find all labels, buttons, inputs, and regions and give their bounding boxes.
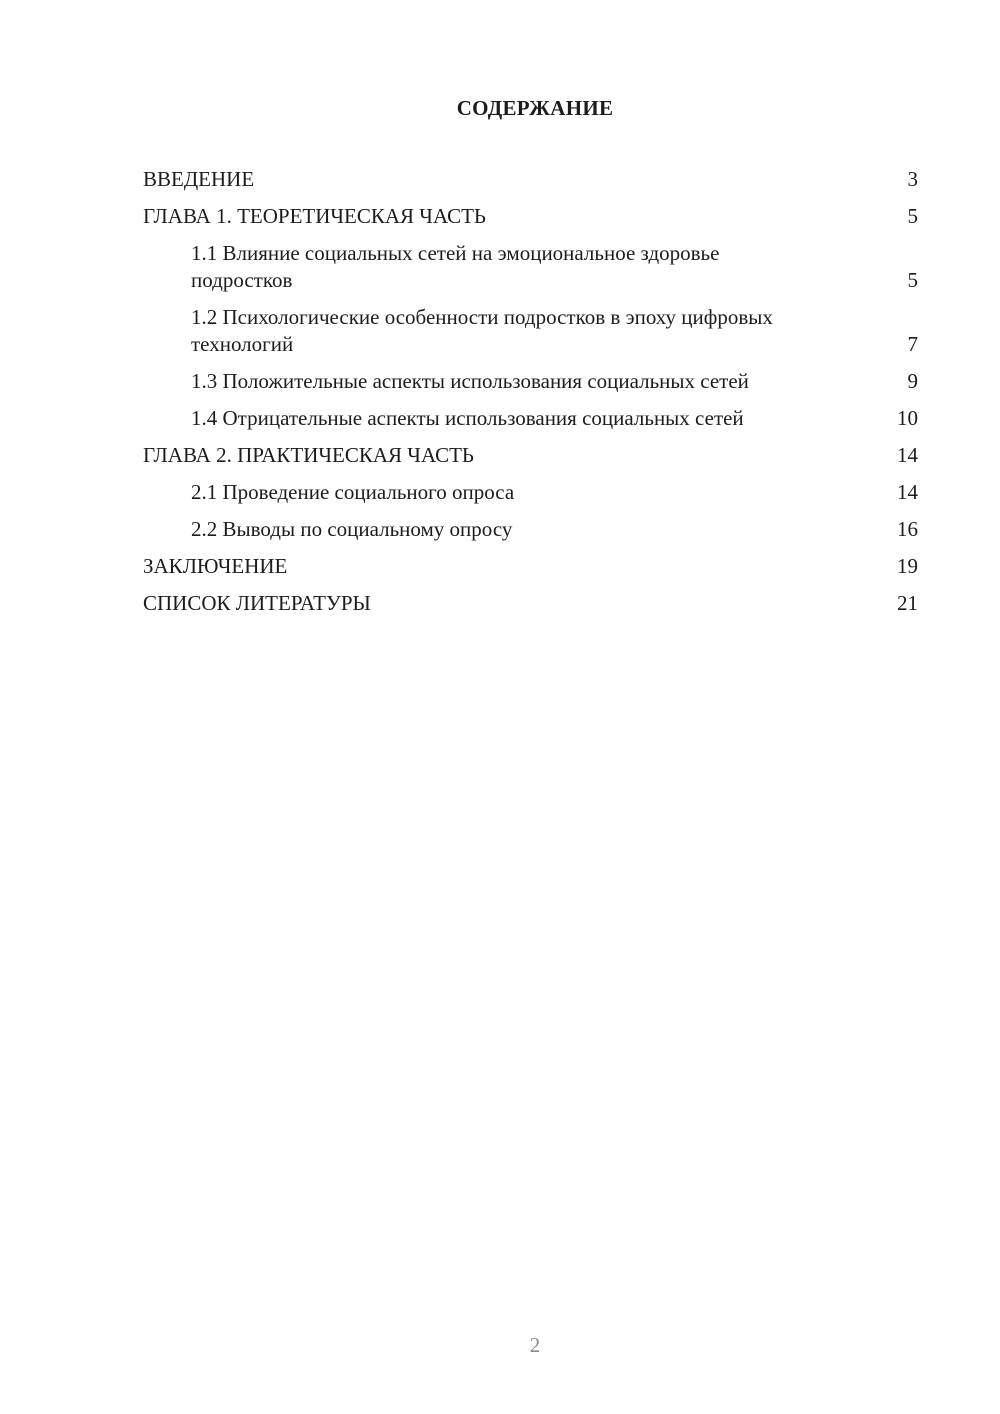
table-of-contents — [143, 166, 918, 627]
toc-entry-references[interactable] — [143, 590, 918, 617]
page-title: СОДЕРЖАНИЕ — [456, 96, 614, 120]
page-number: 2 — [529, 1333, 541, 1357]
toc-entry-page: 16 — [897, 517, 918, 541]
toc-entry-title: 1.3 Положительные аспекты использования социальных сетей — [191, 369, 749, 393]
toc-entry-page: 14 — [897, 443, 918, 467]
toc-entry-section-1-2[interactable] — [143, 304, 918, 358]
toc-entry-page: 21 — [897, 591, 918, 615]
toc-entry-section-1-3[interactable] — [143, 368, 918, 395]
toc-entry-page: 5 — [907, 268, 918, 292]
toc-entry-page: 7 — [907, 332, 918, 356]
toc-entry-title: ГЛАВА 2. ПРАКТИЧЕСКАЯ ЧАСТЬ — [143, 443, 474, 467]
toc-entry-page: 14 — [897, 480, 918, 504]
toc-entry-section-2-1[interactable] — [143, 479, 918, 506]
toc-entry-section-1-1[interactable] — [143, 240, 918, 294]
toc-entry-title: 2.1 Проведение социального опроса — [191, 480, 515, 504]
toc-entry-page: 19 — [897, 554, 918, 578]
toc-entry-page: 5 — [907, 204, 918, 228]
toc-entry-section-1-4[interactable] — [143, 405, 918, 432]
toc-entry-title: 2.2 Выводы по социальному опросу — [191, 517, 513, 541]
toc-entry-page: 9 — [907, 369, 918, 393]
toc-entry-chapter-1[interactable] — [143, 203, 918, 230]
toc-entry-title: ГЛАВА 1. ТЕОРЕТИЧЕСКАЯ ЧАСТЬ — [143, 204, 486, 228]
toc-entry-section-2-2[interactable] — [143, 516, 918, 543]
toc-entry-page: 3 — [907, 167, 918, 191]
toc-entry-title: 1.2 Психологические особенности подростков в эпоху цифровых технологий — [191, 305, 773, 356]
toc-entry-page: 10 — [897, 406, 918, 430]
toc-entry-title: СПИСОК ЛИТЕРАТУРЫ — [143, 591, 371, 615]
toc-entry-title: ЗАКЛЮЧЕНИЕ — [143, 554, 288, 578]
toc-entry-title: ВВЕДЕНИЕ — [143, 167, 255, 191]
toc-entry-title: 1.4 Отрицательные аспекты использования социальных сетей — [191, 406, 744, 430]
toc-entry-chapter-2[interactable] — [143, 442, 918, 469]
toc-entry-conclusion[interactable] — [143, 553, 918, 580]
toc-entry-title: 1.1 Влияние социальных сетей на эмоциональное здоровье подростков — [191, 241, 720, 292]
toc-entry-introduction[interactable] — [143, 166, 918, 193]
